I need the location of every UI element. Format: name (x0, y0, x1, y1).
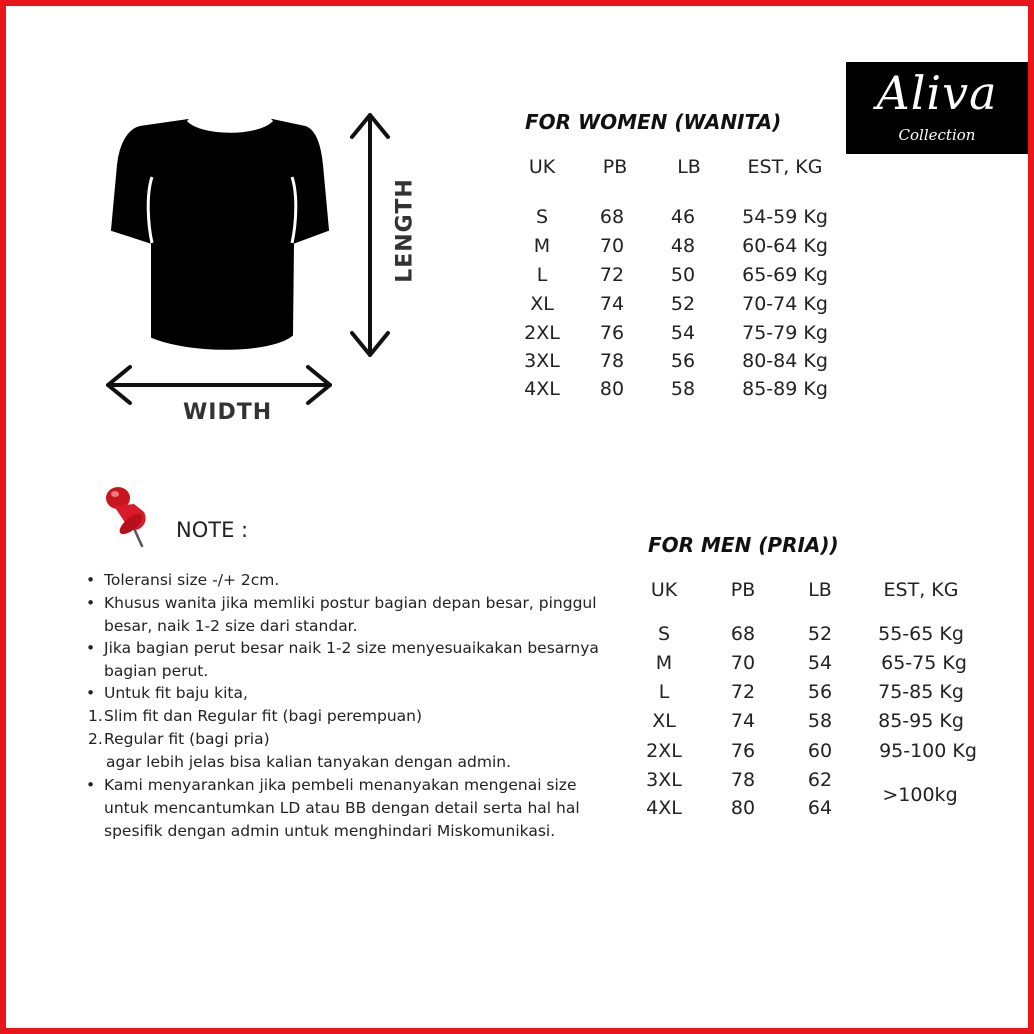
table-header: UK (528, 156, 556, 178)
list-number: 2. (88, 730, 103, 748)
note-line: untuk mencantumkan LD atau BB dengan detail serta hal hal (104, 799, 580, 817)
table-cell: M (533, 235, 551, 257)
table-cell: 2XL (524, 322, 560, 344)
note-line: bagian perut. (104, 662, 209, 680)
table-cell: 72 (599, 264, 625, 286)
table-cell: 65-75 Kg (881, 652, 967, 674)
table-cell: L (536, 264, 548, 286)
note-line: spesifik dengan admin untuk menghindari Miskomunikasi. (104, 822, 556, 840)
width-label: WIDTH (183, 400, 273, 425)
table-cell: 78 (730, 769, 756, 791)
brand-logo (846, 62, 1028, 154)
bullet-icon: • (86, 684, 96, 702)
table-header: UK (650, 579, 678, 601)
table-cell: 72 (730, 681, 756, 703)
table-cell: 4XL (524, 378, 560, 400)
table-cell: 4XL (646, 797, 682, 819)
table-cell: 75-79 Kg (742, 322, 828, 344)
note-line: Untuk fit baju kita, (104, 684, 248, 702)
table-cell: 54 (807, 652, 833, 674)
table-header: EST, KG (883, 579, 959, 601)
table-cell: 55-65 Kg (878, 623, 964, 645)
note-line: Kami menyarankan jika pembeli menanyakan mengenai size (104, 776, 577, 794)
table-cell: M (655, 652, 673, 674)
width-arrow (108, 367, 330, 403)
table-cell: XL (530, 293, 554, 315)
table-cell: 52 (670, 293, 696, 315)
brand-name: Aliva (876, 66, 998, 120)
table-cell: 76 (730, 740, 756, 762)
note-heading: NOTE : (176, 518, 249, 542)
table-cell: 85-89 Kg (742, 378, 828, 400)
table-cell: S (657, 623, 671, 645)
table-cell: XL (652, 710, 676, 732)
table-header: LB (677, 156, 701, 178)
pushpin-icon (100, 484, 156, 550)
table-cell: 58 (670, 378, 696, 400)
table-cell: S (535, 206, 549, 228)
table-cell: 62 (807, 769, 833, 791)
table-cell: 56 (807, 681, 833, 703)
table-cell: 56 (670, 350, 696, 372)
tshirt-diagram (100, 105, 400, 435)
note-line: Regular fit (bagi pria) (104, 730, 270, 748)
table-cell: 74 (730, 710, 756, 732)
table-cell: 3XL (524, 350, 560, 372)
table-cell: 80 (730, 797, 756, 819)
table-cell: 78 (599, 350, 625, 372)
table-cell: 52 (807, 623, 833, 645)
table-cell: 70 (730, 652, 756, 674)
note-line: Jika bagian perut besar naik 1-2 size menyesuaikakan besarnya (104, 639, 599, 657)
note-line: besar, naik 1-2 size dari standar. (104, 617, 358, 635)
table-cell: 60-64 Kg (742, 235, 828, 257)
table-cell: 3XL (646, 769, 682, 791)
note-line: agar lebih jelas bisa kalian tanyakan dengan admin. (106, 753, 512, 771)
men-table-title: FOR MEN (PRIA)) (648, 533, 839, 557)
table-cell: 75-85 Kg (878, 681, 964, 703)
table-cell: 64 (807, 797, 833, 819)
table-cell: 54 (670, 322, 696, 344)
table-cell: 80 (599, 378, 625, 400)
table-cell: 65-69 Kg (742, 264, 828, 286)
table-cell: 48 (670, 235, 696, 257)
table-cell: 46 (670, 206, 696, 228)
table-cell: 70 (599, 235, 625, 257)
note-line: Khusus wanita jika memliki postur bagian depan besar, pinggul (104, 594, 597, 612)
bullet-icon: • (86, 639, 96, 657)
table-cell: 58 (807, 710, 833, 732)
table-cell: 68 (730, 623, 756, 645)
bullet-icon: • (86, 776, 96, 794)
table-cell: 50 (670, 264, 696, 286)
table-cell: L (658, 681, 670, 703)
table-cell: 68 (599, 206, 625, 228)
length-arrow (352, 115, 388, 355)
note-line: Toleransi size -/+ 2cm. (104, 571, 280, 589)
table-cell: 60 (807, 740, 833, 762)
table-header: PB (602, 156, 628, 178)
table-cell: 85-95 Kg (878, 710, 964, 732)
tshirt-icon (112, 120, 328, 349)
table-header: EST, KG (747, 156, 823, 178)
brand-subtitle: Collection (898, 126, 976, 144)
note-line: Slim fit dan Regular fit (bagi perempuan) (104, 707, 423, 725)
table-cell: 95-100 Kg (879, 740, 977, 762)
length-label: LENGTH (392, 178, 418, 283)
table-cell: 54-59 Kg (742, 206, 828, 228)
bullet-icon: • (86, 571, 96, 589)
table-header: PB (730, 579, 756, 601)
table-cell: 74 (599, 293, 625, 315)
list-number: 1. (88, 707, 103, 725)
table-cell: 76 (599, 322, 625, 344)
table-cell: 80-84 Kg (742, 350, 828, 372)
women-table-title: FOR WOMEN (WANITA) (525, 110, 782, 134)
table-cell-merged: >100kg (882, 784, 958, 806)
table-cell: 2XL (646, 740, 682, 762)
table-header: LB (808, 579, 832, 601)
bullet-icon: • (86, 594, 96, 612)
table-cell: 70-74 Kg (742, 293, 828, 315)
